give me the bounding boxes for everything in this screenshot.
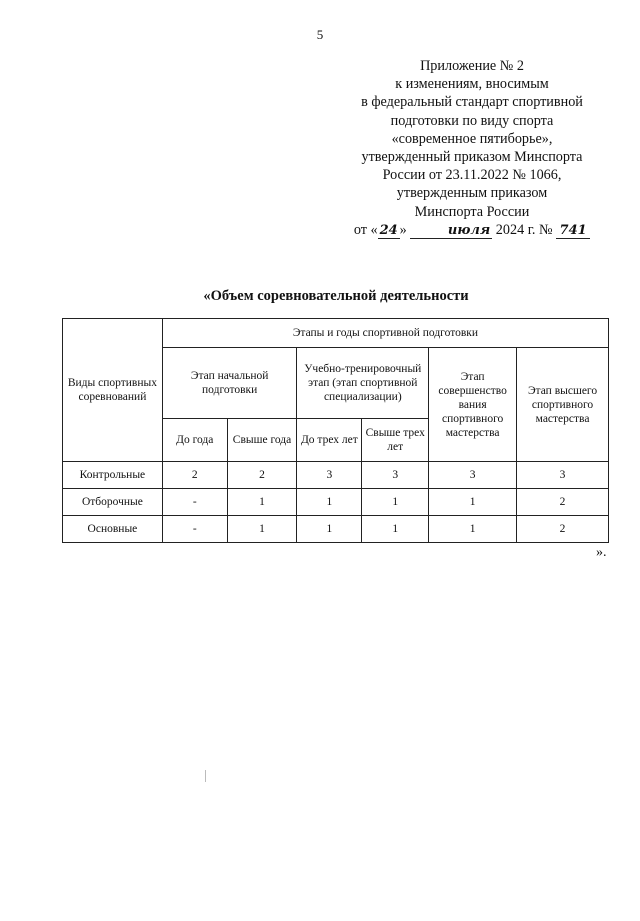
- handwritten-order-number: 741: [556, 224, 590, 239]
- sub-header-training-2: Свыше трех лет: [362, 419, 429, 462]
- handwritten-month: июля: [410, 224, 492, 239]
- table-cell: 3: [429, 462, 517, 489]
- appendix-line: подготовки по виду спорта: [390, 112, 554, 129]
- table-cell: -: [162, 489, 227, 516]
- table-cell: 3: [297, 462, 362, 489]
- sub-header-training-1: До трех лет: [297, 419, 362, 462]
- appendix-line: к изменениям, вносимым: [395, 76, 549, 93]
- scan-mark: [205, 770, 206, 782]
- table-cell: 3: [362, 462, 429, 489]
- table-cell: -: [162, 516, 227, 543]
- table-cell: 1: [227, 516, 297, 543]
- stage-initial-header: Этап начальной подготовки: [162, 348, 297, 419]
- stage-higher-header: Этап высшего спортивного мастерства: [517, 348, 609, 462]
- table-cell: 1: [429, 516, 517, 543]
- appendix-header: [340, 57, 604, 239]
- appendix-line: «современное пятиборье»,: [391, 130, 553, 147]
- table-cell: 2: [162, 462, 227, 489]
- stage-training-header: Учебно-тренировочный этап (этап спортивной специализации): [297, 348, 429, 419]
- appendix-line: в федеральный стандарт спортивной: [361, 94, 583, 111]
- appendix-line: Минспорта России: [414, 203, 530, 220]
- competition-volume-table: [62, 318, 609, 543]
- table-cell: 1: [227, 489, 297, 516]
- table-cell: 1: [362, 489, 429, 516]
- handwritten-day: 24: [379, 222, 398, 238]
- table-row: [63, 489, 609, 516]
- row-header: Виды спортивных соревнований: [63, 319, 163, 462]
- table-row: [63, 462, 609, 489]
- sub-header-initial-2: Свыше года: [227, 419, 297, 462]
- table-cell: 1: [429, 489, 517, 516]
- sub-header-initial-1: До года: [162, 419, 227, 462]
- table-cell: 1: [297, 489, 362, 516]
- order-date-line: [340, 221, 604, 239]
- stage-improvement-header: Этап совершенство вания спортивного мастерства: [429, 348, 517, 462]
- page-number: 5: [316, 27, 324, 42]
- table-title: «Объем соревновательной деятельности: [203, 288, 469, 304]
- date-year: 2024 г. №: [495, 221, 553, 238]
- row-label: Основные: [63, 516, 163, 543]
- appendix-line: России от 23.11.2022 № 1066,: [382, 167, 562, 184]
- appendix-line: утвержденным приказом: [396, 185, 548, 202]
- date-prefix: от «: [353, 221, 378, 238]
- row-label: Отборочные: [63, 489, 163, 516]
- table-row: [63, 516, 609, 543]
- date-mid: »: [399, 221, 407, 238]
- table-cell: 3: [517, 462, 609, 489]
- group-header: Этапы и годы спортивной подготовки: [162, 319, 608, 348]
- table-cell: 2: [517, 516, 609, 543]
- table-cell: 2: [227, 462, 297, 489]
- appendix-line: утвержденный приказом Минспорта: [361, 149, 583, 166]
- table-cell: 2: [517, 489, 609, 516]
- table-cell: 1: [362, 516, 429, 543]
- row-label: Контрольные: [63, 462, 163, 489]
- table-cell: 1: [297, 516, 362, 543]
- closing-quote: ».: [596, 545, 607, 560]
- appendix-line: Приложение № 2: [420, 58, 524, 74]
